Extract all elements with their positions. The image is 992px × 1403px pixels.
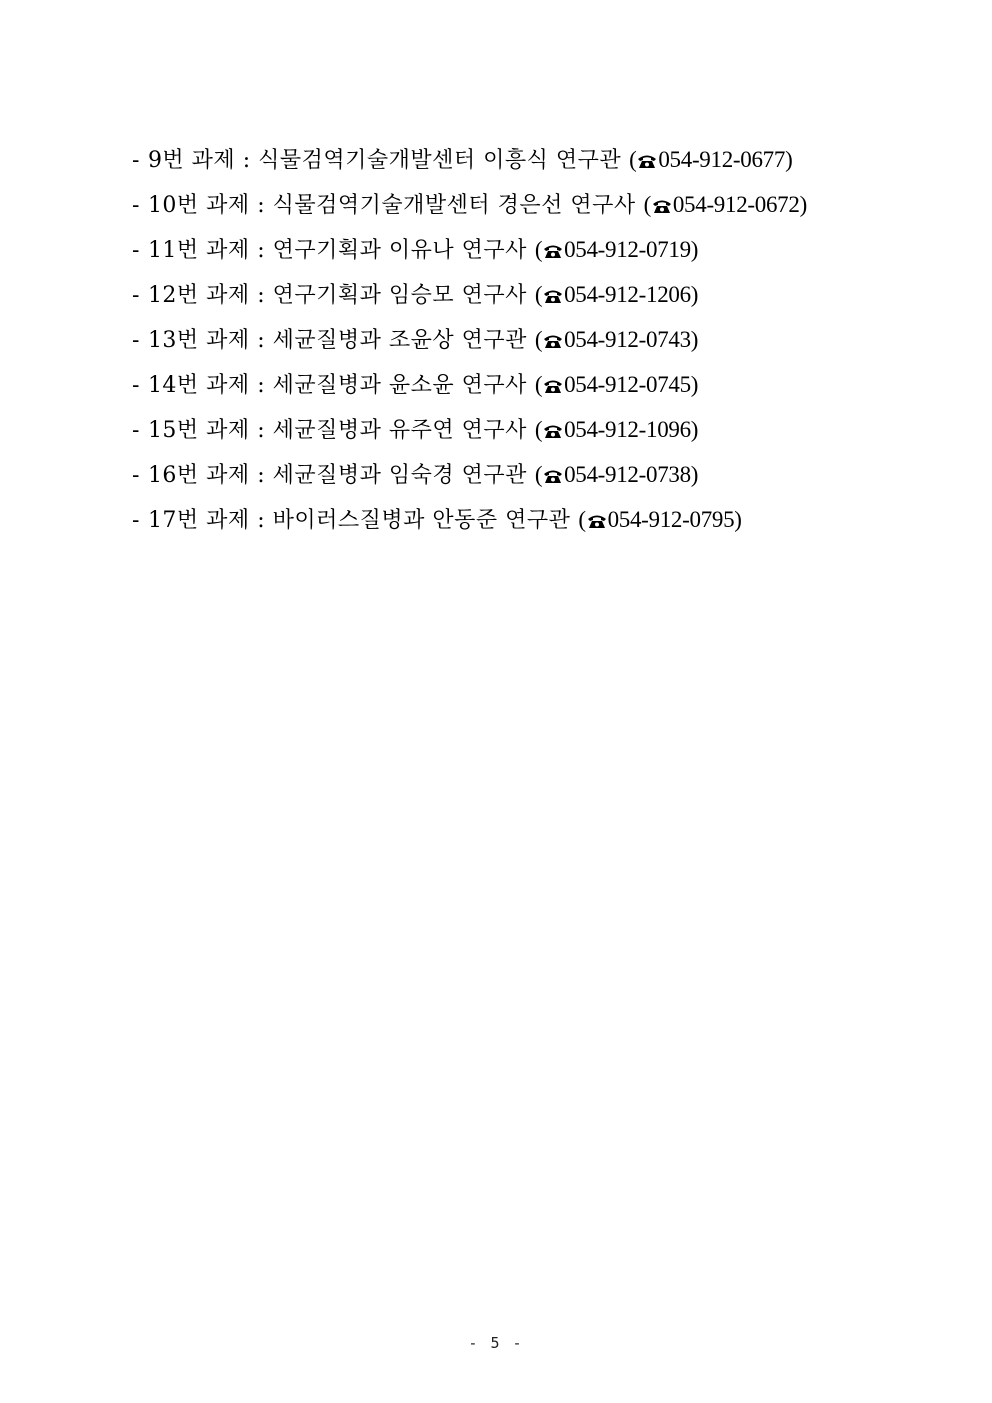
- list-dash: -: [132, 148, 140, 173]
- telephone-icon: [637, 153, 657, 169]
- researcher-title: 연구사: [570, 193, 636, 218]
- task-number: 10번 과제: [147, 193, 250, 218]
- researcher-name: 안동준: [432, 508, 498, 533]
- task-number: 16번 과제: [147, 463, 250, 488]
- list-item: - 12번 과제 : 연구기획과 임승모 연구사 ( 054-912-1206): [132, 282, 699, 308]
- researcher-title: 연구관: [555, 148, 622, 173]
- list-dash: -: [132, 328, 140, 353]
- list-item: - 14번 과제 : 세균질병과 윤소윤 연구사 ( 054-912-0745): [132, 372, 699, 398]
- list-dash: -: [132, 283, 140, 308]
- phone-number: 054-912-0677: [658, 147, 786, 172]
- separator: :: [257, 238, 266, 263]
- page-number: - 5 -: [468, 1334, 524, 1352]
- telephone-icon: [543, 243, 563, 259]
- task-number: 14번 과제: [147, 373, 250, 398]
- department: 연구기획과: [272, 238, 382, 263]
- department: 세균질병과: [272, 328, 382, 353]
- list-item: - 13번 과제 : 세균질병과 조윤상 연구관 ( 054-912-0743): [132, 327, 699, 353]
- researcher-title: 연구사: [461, 238, 527, 263]
- researcher-title: 연구사: [461, 283, 527, 308]
- list-item: - 9번 과제 : 식물검역기술개발센터 이흥식 연구관 ( 054-912-0677): [132, 147, 794, 173]
- researcher-name: 조윤상: [388, 328, 455, 353]
- phone-number: 054-912-0719: [564, 237, 691, 262]
- separator: :: [257, 463, 266, 488]
- department: 세균질병과: [272, 373, 382, 398]
- researcher-title: 연구사: [461, 373, 527, 398]
- task-number: 17번 과제: [147, 508, 250, 533]
- researcher-name: 이유나: [388, 238, 455, 263]
- telephone-icon: [543, 378, 563, 394]
- telephone-icon: [543, 468, 563, 484]
- telephone-icon: [652, 198, 672, 214]
- researcher-name: 경은선: [497, 193, 563, 218]
- task-number: 15번 과제: [147, 418, 250, 443]
- department: 세균질병과: [272, 418, 382, 443]
- separator: :: [257, 418, 266, 443]
- department: 바이러스질병과: [272, 508, 425, 533]
- list-item: - 16번 과제 : 세균질병과 임숙경 연구관 ( 054-912-0738): [132, 462, 699, 488]
- department: 식물검역기술개발센터: [272, 193, 491, 218]
- phone-number: 054-912-1206: [564, 282, 691, 307]
- department: 세균질병과: [272, 463, 382, 488]
- telephone-icon: [543, 288, 563, 304]
- list-dash: -: [132, 193, 140, 218]
- list-item: - 17번 과제 : 바이러스질병과 안동준 연구관 ( 054-912-0795): [132, 507, 743, 533]
- list-dash: -: [132, 463, 140, 488]
- phone-number: 054-912-1096: [564, 417, 691, 442]
- task-number: 9번 과제: [147, 148, 236, 173]
- researcher-name: 윤소윤: [388, 373, 455, 398]
- phone-number: 054-912-0745: [564, 372, 691, 397]
- separator: :: [257, 328, 266, 353]
- separator: :: [257, 283, 266, 308]
- researcher-title: 연구관: [461, 463, 527, 488]
- separator: :: [257, 508, 266, 533]
- researcher-name: 임승모: [388, 283, 455, 308]
- department: 식물검역기술개발센터: [258, 148, 476, 173]
- list-item: - 15번 과제 : 세균질병과 유주연 연구사 ( 054-912-1096): [132, 417, 699, 443]
- phone-number: 054-912-0795: [607, 507, 735, 532]
- phone-number: 054-912-0738: [564, 462, 691, 487]
- list-dash: -: [132, 238, 140, 263]
- contact-list: [132, 140, 962, 545]
- task-number: 11번 과제: [147, 238, 250, 263]
- phone-number: 054-912-0743: [564, 327, 691, 352]
- telephone-icon: [543, 423, 563, 439]
- researcher-name: 임숙경: [388, 463, 455, 488]
- telephone-icon: [587, 513, 607, 529]
- researcher-name: 이흥식: [483, 148, 549, 173]
- separator: :: [257, 193, 266, 218]
- list-dash: -: [132, 373, 140, 398]
- list-item: - 11번 과제 : 연구기획과 이유나 연구사 ( 054-912-0719): [132, 237, 699, 263]
- task-number: 12번 과제: [147, 283, 250, 308]
- phone-number: 054-912-0672: [672, 192, 800, 217]
- list-dash: -: [132, 418, 140, 443]
- researcher-title: 연구관: [505, 508, 571, 533]
- researcher-title: 연구관: [461, 328, 527, 353]
- department: 연구기획과: [272, 283, 382, 308]
- list-item: - 10번 과제 : 식물검역기술개발센터 경은선 연구사 ( 054-912-0672): [132, 192, 808, 218]
- researcher-title: 연구사: [461, 418, 527, 443]
- separator: :: [257, 373, 266, 398]
- list-dash: -: [132, 508, 140, 533]
- separator: :: [242, 148, 251, 173]
- researcher-name: 유주연: [388, 418, 455, 443]
- telephone-icon: [543, 333, 563, 349]
- task-number: 13번 과제: [147, 328, 250, 353]
